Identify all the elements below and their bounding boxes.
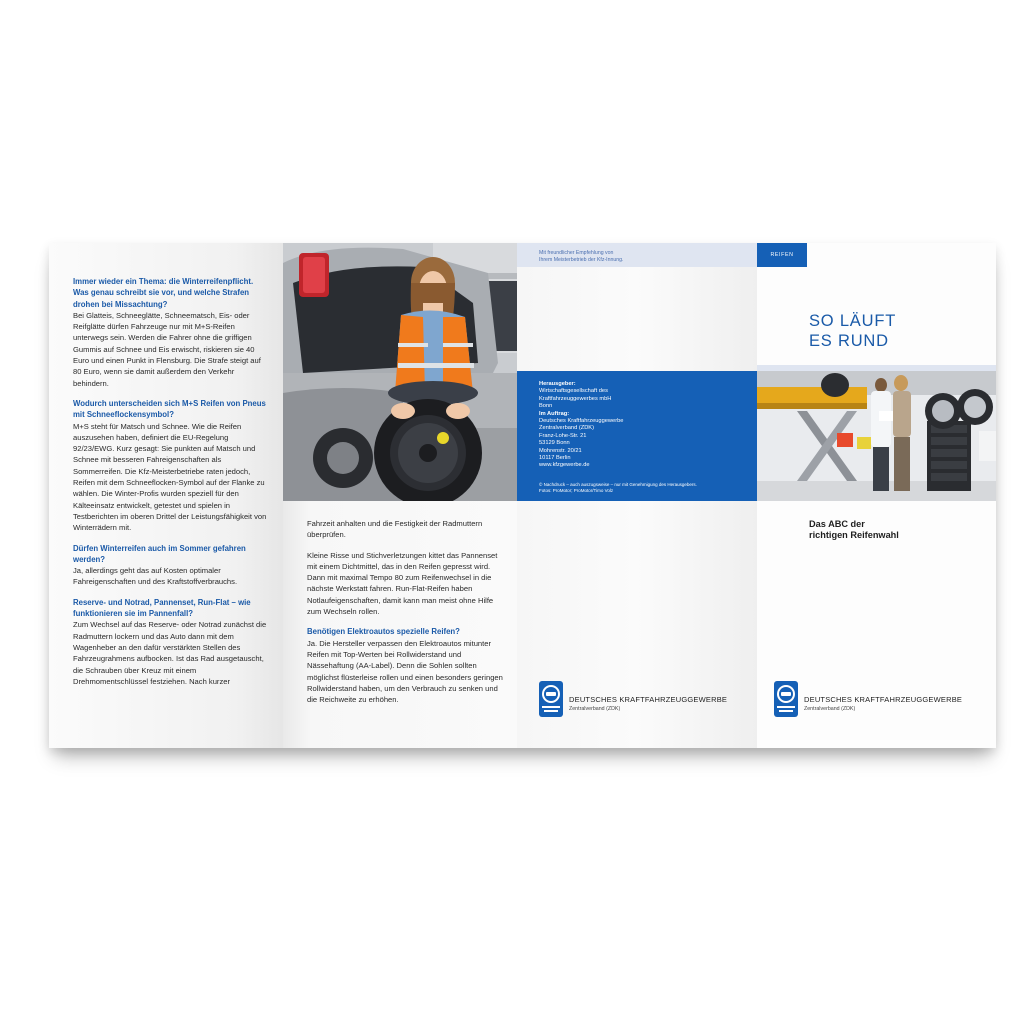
faq-answer: Ja. Die Hersteller verpassen den Elektroautos mitunter Reifen mit Top-Werten bei Rollwiderstand und Nässehaftung (AA-Label). Denn die Sohlen sollten möglichst flüsterleise rollen und einen besonders geringen Rollwiderstand haben, um den Verbrauch zu senken und die Reichweite zu erhöhen. — [307, 638, 503, 705]
cover-subtitle — [809, 519, 989, 542]
panel-back — [517, 243, 757, 748]
faq-question: Immer wieder ein Thema: die Winterreifenpflicht. Was genau schreibt sie vor, und welche Strafen drohen bei Missachtung? — [73, 277, 254, 309]
recommendation-line: Ihrem Meisterbetrieb der Kfz-Innung. — [539, 256, 624, 263]
commission-line: Zentralverband (ZDK) — [539, 425, 594, 432]
publisher-label: Herausgeber: — [539, 381, 576, 387]
zdk-logo — [539, 681, 757, 721]
recommendation-line: Mit freundlicher Empfehlung von — [539, 250, 614, 256]
zdk-badge-icon — [539, 681, 563, 717]
faq-question: Benötigen Elektroautos spezielle Reifen? — [307, 627, 460, 637]
imprint-text — [539, 381, 623, 470]
commission-line: Deutsches Kraftfahrzeuggewerbe — [539, 418, 624, 425]
faq-answer: Zum Wechsel auf das Reserve- oder Notrad zunächst die Radmuttern lockern und das Auto dann mit dem Wagenheber an den dafür verstärkten Stellen des Fahrzeugrahmens aufbocken. Ist das Rad ausgetauscht, die Schrauben über Kreuz mit einem Drehmomentschlüssel festziehen. Nach kurzer — [73, 620, 267, 686]
faq-answer: Bei Glatteis, Schneeglätte, Schneematsch, Eis- oder Reifglätte dürfen Fahrzeuge nur mit M+S-Reifen unterwegs sein. Werden die Fahrer ohne die griffigen Gummis auf Schnee und Eis erwischt, riskieren sie 40 Euro und einen Punkt in Flensburg. Die Strafe steigt auf 80 Euro, wenn sie damit außerdem den Verkehr behindern. — [73, 310, 261, 388]
cover-title — [809, 312, 989, 351]
imprint-fineprint — [539, 482, 697, 494]
faq-question: Wodurch unterscheiden sich M+S Reifen von Pneus mit Schneeflockensymbol? — [73, 398, 266, 420]
publisher-line: Bonn — [539, 403, 553, 410]
logo-subtitle: Zentralverband (ZDK) — [569, 706, 621, 712]
cover-title-line: SO LÄUFT — [809, 312, 897, 330]
copyright-text: © Nachdruck – auch auszugsweise – nur mit Genehmigung des Herausgebers. — [539, 482, 697, 487]
category-tab-label: REIFEN — [770, 252, 794, 258]
commission-line: Mohrenstr. 20/21 — [539, 447, 582, 454]
imprint-box — [517, 371, 757, 501]
website-link[interactable]: www.kfzgewerbe.de — [539, 462, 590, 469]
zdk-logo — [774, 681, 994, 721]
commission-line: Franz-Lohe-Str. 21 — [539, 432, 587, 439]
panel-faq-middle — [283, 243, 517, 748]
paragraph: Fahrzeit anhalten und die Festigkeit der Radmuttern überprüfen. — [307, 519, 483, 540]
middle-text — [307, 518, 503, 714]
cover-subtitle-line: Das ABC der — [809, 519, 865, 529]
faq-item — [73, 398, 269, 534]
faq-question: Dürfen Winterreifen auch im Sommer gefahren werden? — [73, 543, 246, 564]
recommendation-bar — [517, 243, 757, 267]
faq-question: Reserve- und Notrad, Pannenset, Run-Flat – wie funktionieren sie im Pannenfall? — [73, 597, 251, 619]
zdk-badge-icon — [774, 681, 798, 717]
faq-item — [73, 597, 269, 687]
faq-item — [73, 276, 269, 389]
panel-cover — [757, 243, 996, 748]
faq-answer: M+S steht für Matsch und Schnee. Wie die Reifen auszusehen haben, definiert die EU-Regelung 92/23/EWG. Kurz gesagt: Sie punkten auf Matsch und Schnee mit besseren Fahreigenschaften als Sommerreifen. Die Kfz-Meisterbetriebe raten jedoch, Reifen mit dem Schneeflocken-Symbol auf der Flanke zu wählen. Die Winter-Profis wurden speziell für den Kälteeinsatz entwickelt, getestet und spielen in Testberichten im oberen Drittel der Leistungsfähigkeit von Winterrädern mit. — [73, 421, 267, 533]
faq-item — [307, 626, 503, 705]
brochure — [49, 243, 996, 748]
photo-tire-workshop — [757, 371, 996, 501]
recommendation-text — [539, 250, 623, 263]
publisher-line: Kraftfahrzeuggewerbes mbH — [539, 395, 612, 402]
panel-faq-left — [49, 243, 283, 748]
commission-line: 53129 Bonn — [539, 440, 570, 447]
commission-line: 10117 Berlin — [539, 455, 571, 462]
cover-title-line: ES RUND — [809, 331, 889, 350]
faq-answer: Ja, allerdings geht das auf Kosten optimaler Fahreigenschaften und des Kraftstoffverbrauchs. — [73, 566, 238, 587]
logo-title: DEUTSCHES KRAFTFAHRZEUGGEWERBE — [804, 695, 963, 704]
category-tab — [757, 243, 807, 267]
publisher-line: Wirtschaftsgesellschaft des — [539, 388, 608, 395]
logo-title: DEUTSCHES KRAFTFAHRZEUGGEWERBE — [569, 695, 728, 704]
photo-woman-with-spare-tire — [283, 243, 517, 501]
paragraph: Kleine Risse und Stichverletzungen kittet das Pannenset mit einem Dichtmittel, das in den Reifen gepresst wird. Dann mit maximal Tempo 80 zum Reifenwechsel in die nächste Werkstatt fahren. Run-Flat-Reifen haben Notlaufeigenschaften, damit kann man meist ohne Hilfe zum Wechseln rollen. — [307, 550, 498, 617]
faq-item — [73, 543, 269, 588]
cover-subtitle-line: richtigen Reifenwahl — [809, 530, 899, 541]
logo-subtitle: Zentralverband (ZDK) — [804, 706, 856, 712]
commission-label: Im Auftrag: — [539, 410, 570, 417]
faq-list — [73, 276, 269, 696]
photo-credits: Fotos: ProMotor; ProMotor/Timo Volz — [539, 488, 614, 494]
